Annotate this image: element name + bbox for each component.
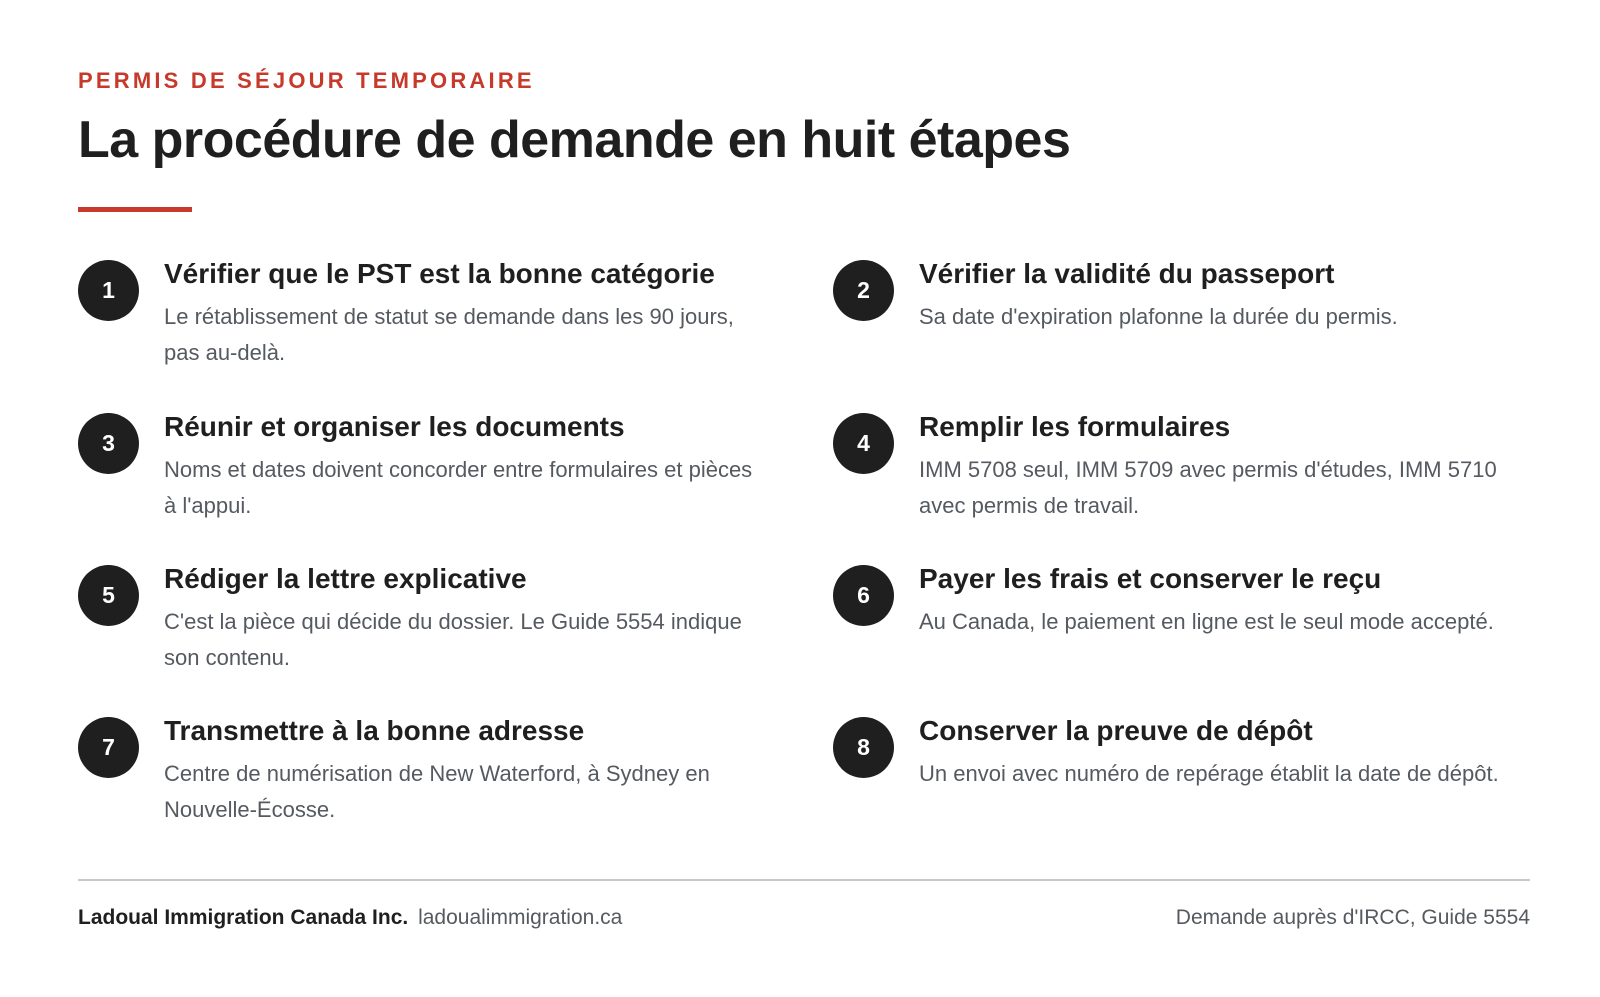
step-title: Transmettre à la bonne adresse [164,715,585,746]
step-description: Le rétablissement de statut se demande dans les 90 jours, pas au-delà. [164,304,734,365]
step-description: Au Canada, le paiement en ligne est le seul mode accepté. [919,609,1494,634]
step-item-1 [78,258,833,411]
title-underline-divider [78,207,192,212]
step-item-8 [833,715,1530,867]
step-description: Un envoi avec numéro de repérage établit la date de dépôt. [919,761,1499,786]
step-number-badge: 2 [833,260,894,321]
step-title: Rédiger la lettre explicative [164,563,527,594]
step-description: Sa date d'expiration plafonne la durée du permis. [919,304,1398,329]
step-description: Noms et dates doivent concorder entre formulaires et pièces à l'appui. [164,457,753,518]
step-title: Vérifier la validité du passeport [919,258,1335,289]
steps-grid [78,258,1530,867]
eyebrow-label: PERMIS DE SÉJOUR TEMPORAIRE [78,68,535,93]
step-number-badge: 3 [78,413,139,474]
infographic-page [78,0,1530,997]
step-number-badge: 6 [833,565,894,626]
step-number-badge: 4 [833,413,894,474]
step-item-4 [833,411,1530,563]
step-title: Conserver la preuve de dépôt [919,715,1313,746]
step-number-badge: 5 [78,565,139,626]
step-item-5 [78,563,833,715]
footer-credit [78,906,622,930]
footer-divider [78,879,1530,881]
step-number-badge: 7 [78,717,139,778]
step-item-6 [833,563,1530,715]
step-description: IMM 5708 seul, IMM 5709 avec permis d'études, IMM 5710 avec permis de travail. [919,457,1497,518]
website-text: ladoualimmigration.ca [418,906,623,929]
step-title: Réunir et organiser les documents [164,411,625,442]
footer [78,906,1530,930]
step-item-3 [78,411,833,563]
page-title: La procédure de demande en huit étapes [78,111,1071,169]
step-number-badge: 1 [78,260,139,321]
step-title: Payer les frais et conserver le reçu [919,563,1382,594]
step-item-7 [78,715,833,867]
step-title: Remplir les formulaires [919,411,1231,442]
step-number-badge: 8 [833,717,894,778]
step-description: C'est la pièce qui décide du dossier. Le Guide 5554 indique son contenu. [164,609,742,670]
source-note: Demande auprès d'IRCC, Guide 5554 [1175,906,1530,929]
step-item-2 [833,258,1530,411]
step-title: Vérifier que le PST est la bonne catégorie [164,258,715,289]
step-description: Centre de numérisation de New Waterford, à Sydney en Nouvelle-Écosse. [164,761,710,822]
company-name: Ladoual Immigration Canada Inc. [78,906,409,929]
